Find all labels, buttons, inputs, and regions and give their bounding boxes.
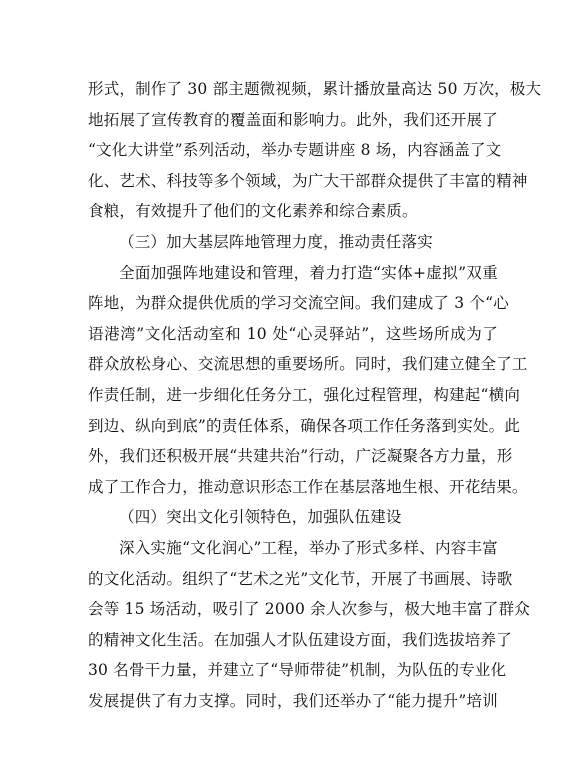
text-line: 发展提供了有力支撑。同时，我们还举办了“能力提升”培训	[88, 691, 498, 710]
text-line: “文化大讲堂”系列活动，举办专题讲座 8 场，内容涵盖了文	[88, 141, 502, 160]
text-line: 形式，制作了 30 部主题微视频，累计播放量高达 50 万次，极大	[88, 80, 542, 98]
text-line: 化、艺术、科技等多个领域，为广大干部群众提供了丰富的精神	[88, 171, 528, 190]
text-line: 语港湾”文化活动室和 10 处“心灵驿站”，这些场所成为了	[88, 324, 498, 343]
text-line: 地拓展了宣传教育的覆盖面和影响力。此外，我们还开展了	[88, 110, 498, 129]
section-heading: （四）突出文化引领特色，加强队伍建设	[119, 508, 402, 527]
text-line: 成了工作合力，推动意识形态工作在基层落地生根、开花结果。	[88, 477, 528, 496]
text-line: 到边、纵向到底”的责任体系，确保各项工作任务落到实处。此	[88, 416, 521, 435]
text-line: 作责任制，进一步细化任务分工，强化过程管理，构建起“横向	[88, 385, 521, 404]
text-line: 的文化活动。组织了“艺术之光”文化节，开展了书画展、诗歌	[88, 569, 513, 588]
document-body	[88, 74, 542, 716]
text-line: 外，我们还积极开展“共建共治”行动，广泛凝聚各方力量，形	[88, 447, 513, 466]
text-line: 30 名骨干力量，并建立了“导师带徒”机制，为队伍的专业化	[88, 661, 507, 680]
text-line: 的精神文化生活。在加强人才队伍建设方面，我们选拔培养了	[88, 630, 512, 649]
paragraph-first-line: 深入实施“文化润心”工程，举办了形式多样、内容丰富	[119, 538, 498, 557]
text-line: 群众放松身心、交流思想的重要场所。同时，我们建立健全了工	[88, 355, 528, 374]
paragraph-first-line: 全面加强阵地建设和管理，着力打造“实体+虚拟”双重	[119, 263, 498, 282]
text-line: 会等 15 场活动，吸引了 2000 余人次参与，极大地丰富了群众	[88, 600, 530, 619]
section-heading: （三）加大基层阵地管理力度，推动责任落实	[119, 232, 434, 251]
text-line: 阵地，为群众提供优质的学习交流空间。我们建成了 3 个“心	[88, 294, 509, 313]
text-line: 食粮，有效提升了他们的文化素养和综合素质。	[88, 202, 418, 221]
